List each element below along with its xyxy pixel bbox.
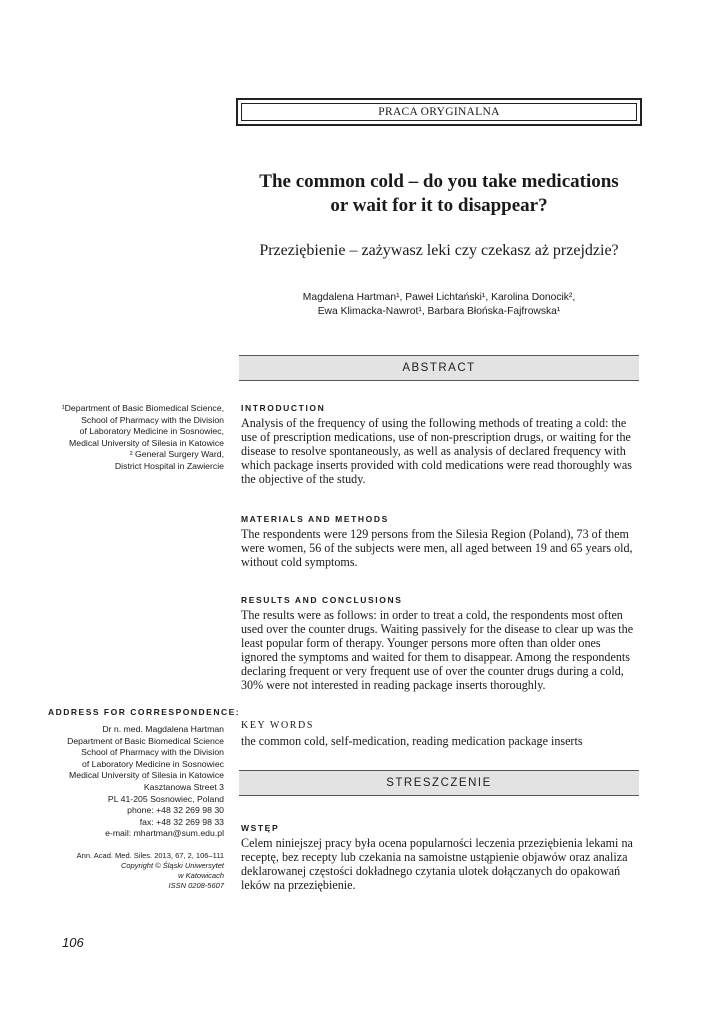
text-line: Analysis of the frequency of using the following methods of treating a cold: the xyxy=(241,416,627,430)
keywords-heading: KEY WORDS xyxy=(241,720,315,731)
text-line: declaring frequent or very frequent use of over the counter drugs during a cold, xyxy=(241,664,624,678)
correspondence-line: phone: +48 32 269 98 30 xyxy=(127,805,224,816)
wstep-paragraph xyxy=(241,836,638,892)
citation-block xyxy=(44,851,224,891)
keywords-text: the common cold, self-medication, reading medication package inserts xyxy=(241,734,583,748)
citation-line: w Katowicach xyxy=(178,871,224,880)
text-line: use of prescription medications, use of non-prescription drugs, or waiting for the xyxy=(241,430,631,444)
article-type-label: PRACA ORYGINALNA xyxy=(241,103,637,121)
correspondence-line: Kasztanowa Street 3 xyxy=(143,781,224,792)
results-heading: RESULTS AND CONCLUSIONS xyxy=(241,595,403,605)
text-line: least popular form of therapy. Younger persons more often than older ones xyxy=(241,636,601,650)
correspondence-line: fax: +48 32 269 98 33 xyxy=(139,816,224,827)
text-line: The results were as follows: in order to treat a cold, the respondents most often xyxy=(241,608,623,622)
correspondence-line: Medical University of Silesia in Katowice xyxy=(69,770,224,781)
introduction-heading: INTRODUCTION xyxy=(241,403,326,413)
affiliation-line: Medical University of Silesia in Katowice xyxy=(69,437,224,448)
affiliation-line: of Laboratory Medicine in Sosnowiec, xyxy=(79,426,224,437)
affiliation-line: ¹Department of Basic Biomedical Science, xyxy=(61,403,224,413)
correspondence-line: PL 41-205 Sosnowiec, Poland xyxy=(107,793,224,804)
citation-line: ISSN 0208-5607 xyxy=(168,881,224,890)
wstep-heading: WSTĘP xyxy=(241,823,280,833)
abstract-bar: ABSTRACT xyxy=(239,355,639,381)
affiliation-line: District Hospital in Zawiercie xyxy=(114,460,224,471)
title-line-2: or wait for it to disappear? xyxy=(330,195,548,216)
authors-line-2: Ewa Klimacka-Nawrot¹, Barbara Błońska-Fajfrowska¹ xyxy=(317,306,561,317)
text-line: disease to resolve spontaneously, as well as analysis of declared frequency with xyxy=(241,444,626,458)
streszczenie-bar: STRESZCZENIE xyxy=(239,770,639,796)
article-type-box xyxy=(236,98,642,126)
methods-heading: MATERIALS AND METHODS xyxy=(241,514,389,524)
correspondence-line: School of Pharmacy with the Division xyxy=(81,747,224,758)
citation-line: Ann. Acad. Med. Siles. 2013, 67, 2, 106–111 xyxy=(76,851,224,860)
title-line-1: The common cold – do you take medications xyxy=(259,171,619,192)
correspondence-line: Dr n. med. Magdalena Hartman xyxy=(102,724,224,734)
text-line: which package inserts provided with cold medications were read thoroughly was xyxy=(241,458,632,472)
authors-line-1: Magdalena Hartman¹, Paweł Lichtański¹, Karolina Donocik², xyxy=(302,292,576,303)
affiliation-line: ² General Surgery Ward, xyxy=(129,449,224,460)
affiliation-block xyxy=(44,403,224,473)
author-list xyxy=(236,291,642,319)
text-line: without cold symptoms. xyxy=(241,555,358,569)
introduction-paragraph xyxy=(241,416,638,486)
correspondence-block xyxy=(44,724,224,840)
methods-paragraph xyxy=(241,527,638,569)
text-line: receptę, bez recepty lub czekania na samoistne ustąpienie objawów oraz analiza xyxy=(241,850,628,864)
text-line: deklarowanej częstości dokładnego czytania ulotek dołączanych do opakowań xyxy=(241,864,621,878)
text-line: ignored the symptoms and waited for them to disappear. Among the respondents xyxy=(241,650,630,664)
text-line: The respondents were 129 persons from the Silesia Region (Poland), 73 of them xyxy=(241,527,629,541)
text-line: 30% were not interested in reading package inserts thoroughly. xyxy=(241,678,546,692)
article-title xyxy=(236,170,642,218)
text-line: leków na przeziębienie. xyxy=(241,878,356,892)
article-subtitle: Przeziębienie – zażywasz leki czy czekasz aż przejdzie? xyxy=(259,242,619,259)
citation-line: Copyright © Śląski Uniwersytet xyxy=(120,861,224,870)
page-number: 106 xyxy=(62,935,84,950)
results-paragraph xyxy=(241,608,638,692)
text-line: Celem niniejszej pracy była ocena popularności leczenia przeziębienia lekami na xyxy=(241,836,633,850)
correspondence-heading: ADDRESS FOR CORRESPONDENCE: xyxy=(48,707,241,717)
correspondence-line: Department of Basic Biomedical Science xyxy=(67,735,224,746)
correspondence-line: e-mail: mhartman@sum.edu.pl xyxy=(105,828,224,839)
correspondence-line: of Laboratory Medicine in Sosnowiec xyxy=(82,758,224,769)
affiliation-line: School of Pharmacy with the Division xyxy=(81,414,224,425)
text-line: used over the counter drugs. Waiting passively for the disease to clear up was the xyxy=(241,622,634,636)
text-line: were women, 56 of the subjects were men, all aged between 19 and 65 years old, xyxy=(241,541,633,555)
text-line: the objective of the study. xyxy=(241,472,366,486)
